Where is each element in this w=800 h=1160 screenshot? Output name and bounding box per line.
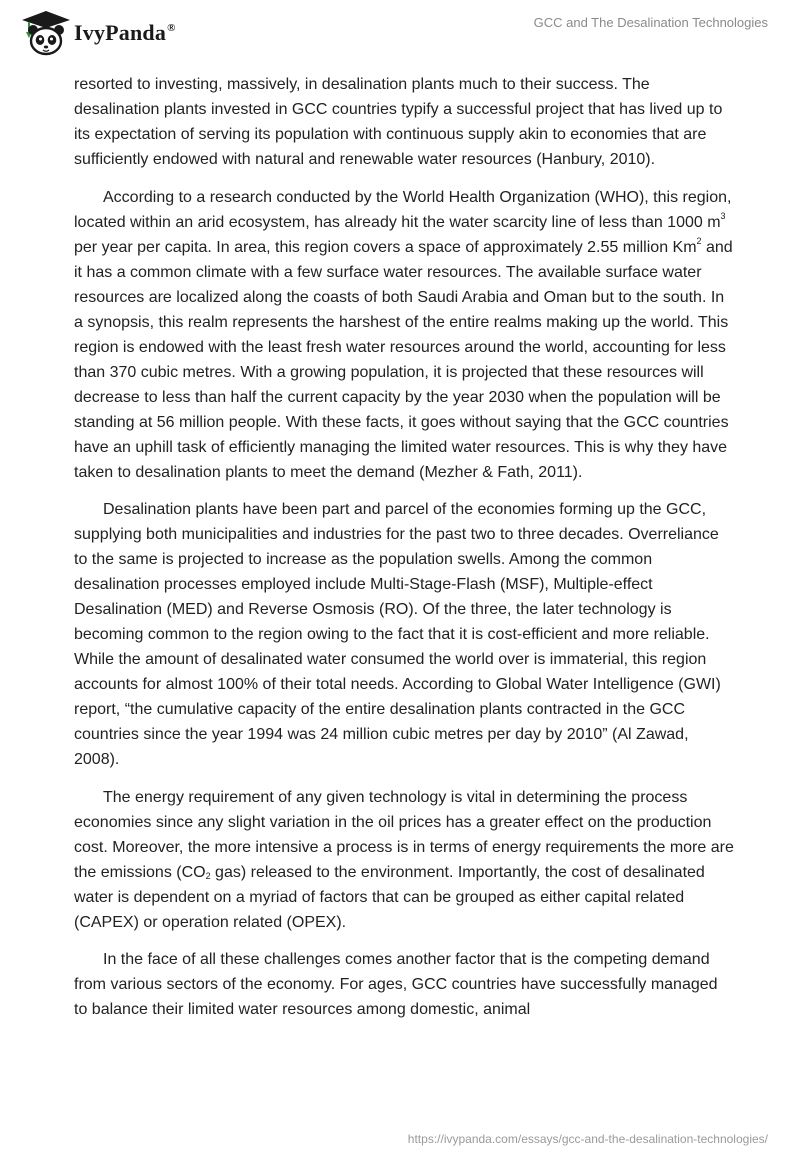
essay-body bbox=[74, 72, 734, 1035]
paragraph-5: In the face of all these challenges comes another factor that is the competing demand from various sectors of the economy. For ages, GCC countries have successfully managed to balance their limited water resources among domestic, animal bbox=[74, 951, 718, 1018]
page-header bbox=[0, 0, 800, 60]
paragraph-2: According to a research conducted by the World Health Organization (WHO), this region, located within an arid ecosystem, has already hit the water scarcity line of less than 1000 $m^3$ per year per capita. In area, this region covers a space of approximately 2.55 million Km$^2$ and it has a common climate with a few surface water resources. The available surface water resources are localized along the coasts of both Saudi Arabia and Oman but to the south. In a synopsis, this realm represents the harshest of the entire realms making up the world. This region is endowed with the least fresh water resources around the world, accounting for less than 370 cubic metres. With a growing population, it is projected that these resources will decrease to less than half the current capacity by the year 2030 when the population will be standing at 56 million people. With these facts, it goes without saying that the GCC countries have an uphill task of efficiently managing the limited water resources. This is why they have taken to desalination plants to meet the demand (Mezher & Fath, 2011). bbox=[74, 188, 733, 481]
superscript-2: 2 bbox=[696, 235, 702, 246]
subscript-2: 2 bbox=[205, 870, 211, 881]
paragraph-3: Desalination plants have been part and parcel of the economies forming up the GCC, supplying both municipalities and industries for the past two to three decades. Overreliance to the same is projected to increase as the population swells. Among the common desalination processes employed include Multi-Stage-Flash (MSF), Multiple-effect Desalination (MED) and Reverse Osmosis (RO). Of the three, the later technology is becoming common to the region owing to the fact that it is cost-efficient and more reliable. While the amount of desalinated water consumed the world over is immaterial, this region accounts for almost 100% of their total needs. According to Global Water Intelligence (GWI) report, “the cumulative capacity of the entire desalination plants contracted in the GCC countries since the year 1994 was 24 million cubic metres per day by 2010” (Al Zawad, 2008). bbox=[74, 501, 721, 768]
superscript-3: 3 bbox=[720, 210, 726, 221]
paragraph-1: resorted to investing, massively, in desalination plants much to their success. The desalination plants invested in GCC countries typify a successful project that has lived up to its expectation of serving its population with continuous supply akin to economies that are sufficiently endowed with natural and renewable water resources (Hanbury, 2010). bbox=[74, 76, 723, 168]
brand-logo[interactable] bbox=[16, 8, 176, 58]
document-title: GCC and The Desalination Technologies bbox=[533, 15, 768, 30]
brand-name: IvyPanda® bbox=[74, 20, 176, 45]
source-url[interactable]: https://ivypanda.com/essays/gcc-and-the-desalination-technologies/ bbox=[407, 1132, 768, 1146]
panda-graduate-icon bbox=[16, 8, 72, 58]
paragraph-4: The energy requirement of any given technology is vital in determining the process economies since any slight variation in the oil prices has a greater effect on the production cost. Moreover, the more intensive a process is in terms of energy requirements the more are the emissions ($CO_2$ gas) released to the environment. Importantly, the cost of desalinated water is dependent on a myriad of factors that can be grouped as either capital related (CAPEX) or operation related (OPEX). bbox=[74, 788, 734, 931]
